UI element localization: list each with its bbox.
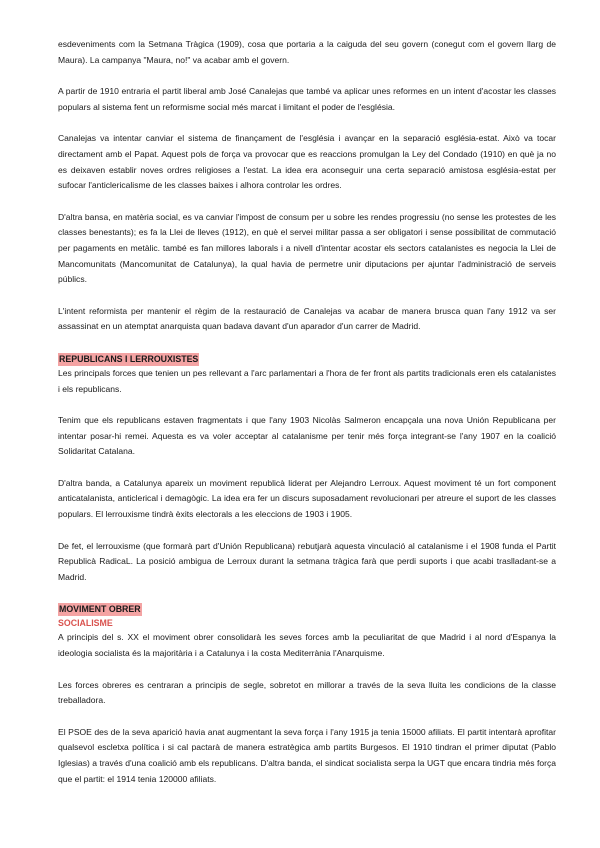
- section-moviment-heading: [58, 601, 556, 616]
- paragraph-canalejas-assassination: L'intent reformista per mantenir el règim de la restauració de Canalejas va acabar de manera brusca quan l'any 1912 va ser assassinat en un atemptat anarquista quan badava davant d'un aparador d'un carrer de Madrid.: [58, 305, 556, 332]
- heading-moviment-obrer: MOVIMENT OBRER: [59, 604, 141, 615]
- paragraph-socialism-intro: A principis del s. XX el moviment obrer consolidarà les seves forces amb la peculiaritat de que Madrid i al nord d'Espanya la ideologia socialista és la majoritària i a Catalunya i la costa Mediterrània l'Anarquisme.: [58, 632, 556, 659]
- paragraph-social-reforms: D'altra bansa, en matèria social, es va canviar l'impost de consum per u sobre les rendes progressiu (no sense les protestes de les classes benestants); es fa la Llei de lleves (1912), en què el servei militar passa a ser obligatori i sense possibilitat de commutació per pagaments en metàlic. també es fan millores laborals i a nivell d'intentar acostar els sectors catalanistes es negocia la Llei de Mancomunitats (Mancomunitat de Catalunya), la qual havia de permetre unir diputacions per ajuntar l'administració de serveis públics.: [58, 211, 556, 285]
- paragraph-psoe: El PSOE des de la seva aparició havia anat augmentant la seva força i l'any 1915 ja tenia 15000 afiliats. El partit intentarà aprofitar qualsevol escletxa política i si cal pactarà de manera estratègica amb partits Burgesos. El 1910 tindran el primer diputat (Pablo Iglesias) a través d'una coalició amb els republicans. D'altra banda, el sindicat socialista serpa la UGT que encara tindria més força que el partit: el 1914 tenia 120000 afiliats.: [58, 726, 556, 784]
- paragraph-maura: esdeveniments com la Setmana Tràgica (1909), cosa que portaria a la caiguda del seu govern (conegut com el govern llarg de Maura). La campanya "Maura, no!" va acabar amb el govern.: [58, 39, 556, 65]
- paragraph-canalejas-intro: A partir de 1910 entraria el partit liberal amb José Canalejas que també va aplicar unes reformes en un intent d'acostar les classes populars al sistema fent un reformisme social més marcat i limitant el poder de l'església.: [58, 86, 556, 112]
- paragraph-workers-forces: Les forces obreres es centraran a principis de segle, sobretot en millorar a través de la seva lluita les condicions de la classe treballadora.: [58, 679, 556, 706]
- paragraph-lerroux: D'altra banda, a Catalunya apareix un moviment republicà liderat per Alejandro Lerroux. Aquest moviment té un fort component anticatalanista, anticlerical i demagògic. La idea era fer un discurs suposadament revolucionari per atreure el suport de les classes populars. El lerrouxisme tindrà èxits electorals a les eleccions de 1903 i 1905.: [58, 477, 556, 520]
- paragraph-union-republicana: Tenim que els republicans estaven fragmentats i que l'any 1903 Nicolàs Salmeron encapçala una nova Unión Republicana per intentar posar-hi remei. Aquesta es va voler acceptar al catalanisme per tenir més força integrant-se l'any 1907 en la coalició Solidaritat Catalana.: [58, 415, 556, 457]
- paragraph-church-state: Canalejas va intentar canviar el sistema de finançament de l'església i avançar en la separació església-estat. Això va tocar directament amb el Papat. Aquest pols de força va provocar que es reaccions promulgan la Ley del Condado (1910) en què ja no es deixaven establir noves ordres religioses a l'estat. La idea era aconseguir una certa separació amistosa església-estat per sufocar l'anticlericalisme de les classes baixes i alhora controlar les ordres.: [58, 133, 556, 191]
- section-republicans-heading: [58, 351, 556, 366]
- paragraph-main-forces: Les principals forces que tenien un pes rellevant a l'arc parlamentari a l'hora de fer front als partits tradicionals eren els catalanistes i els republicans.: [58, 367, 556, 394]
- subheading-socialisme: SOCIALISME: [58, 618, 113, 629]
- heading-republicans: REPUBLICANS I LERROUXISTES: [59, 353, 199, 364]
- paragraph-partit-radical: De fet, el lerrouxisme (que formarà part d'Unión Republicana) rebutjarà aquesta vinculació al catalanisme i el 1908 funda el Partit Republicà RadicaL. La posició ambigua de Lerroux durant la setmana tràgica farà que perdi suports i que acabi traslladant-se a Madrid.: [58, 540, 556, 582]
